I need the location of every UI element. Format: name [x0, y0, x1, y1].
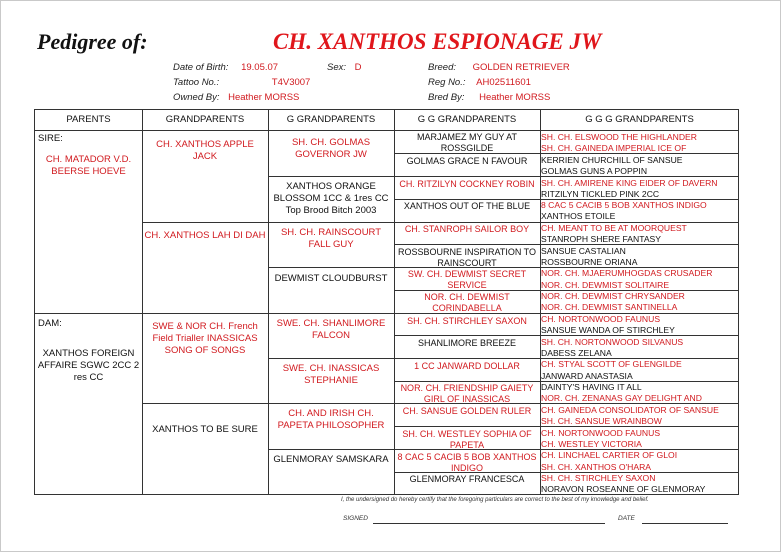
- gg-grandparent: CH. STANROPH SAILOR BOY: [404, 224, 530, 234]
- g-grandparent: SWE. CH. INASSICAS STEPHANIE: [282, 363, 380, 386]
- ggg-grandparent: SH. CH. AMIRENE KING EIDER OF DAVERN: [541, 178, 718, 188]
- ggg-grandparent: NOR. CH. ZENANAS GAY DELIGHT AND: [541, 393, 702, 403]
- gg-grandparent: SHANLIMORE BREEZE: [417, 338, 517, 348]
- ggg-grandparent: CH. NORTONWOOD FAUNUS: [541, 428, 661, 438]
- ggg-grandparent: 8 CAC 5 CACIB 5 BOB XANTHOS INDIGO: [541, 200, 707, 210]
- dob-label: Date of Birth:: [173, 62, 229, 73]
- reg-label: Reg No.:: [428, 77, 466, 88]
- tattoo-value: T4V3007: [271, 77, 311, 88]
- breed-label: Breed:: [428, 62, 456, 73]
- ggg-grandparent: SH. CH. STIRCHLEY SAXON: [541, 473, 656, 483]
- header-divider: [35, 130, 738, 131]
- dog-name: CH. XANTHOS ESPIONAGE JW: [273, 29, 602, 54]
- g-grandparent: CH. AND IRISH CH. PAPETA PHILOSOPHER: [277, 408, 385, 431]
- signature-line[interactable]: [373, 523, 605, 524]
- gg-grandparent: GOLMAS GRACE N FAVOUR: [406, 156, 528, 166]
- gg-grandparent: MARJAMEZ MY GUY AT ROSSGILDE: [416, 132, 517, 153]
- gg-grandparent: 8 CAC 5 CACIB 5 BOB XANTHOS INDIGO: [397, 452, 537, 472]
- signed-label: SIGNED: [343, 515, 368, 522]
- sire-name: CH. MATADOR V.D. BEERSE HOEVE: [45, 154, 132, 177]
- gg-grandparent: GLENMORAY FRANCESCA: [409, 474, 525, 484]
- ggg-grandparent: NOR. CH. DEWMIST SOLITAIRE: [541, 280, 670, 290]
- col-divider: [142, 110, 143, 494]
- ggg-grandparent: NOR. CH. DEWMIST SANTINELLA: [541, 302, 678, 312]
- dob-value: 19.05.07: [241, 62, 279, 73]
- ggg-grandparent: SH. CH. NORTONWOOD SILVANUS: [541, 337, 684, 347]
- ggg-grandparent: DAINTY'S HAVING IT ALL: [541, 382, 642, 392]
- ggg-grandparent: NOR. CH. DEWMIST CHRYSANDER: [541, 291, 685, 301]
- ggg-grandparent: DABESS ZELANA: [541, 348, 612, 358]
- ggg-grandparent: ROSSBOURNE ORIANA: [541, 257, 638, 267]
- ggg-grandparent: GOLMAS GUNS A POPPIN: [541, 166, 648, 176]
- date-line[interactable]: [642, 523, 728, 524]
- ggg-grandparent: JANWARD ANASTASIA: [541, 371, 633, 381]
- breed-row: [428, 62, 570, 73]
- ggg-grandparent: SH. CH. SANSUE WRAINBOW: [541, 416, 662, 426]
- col-divider: [268, 110, 269, 494]
- gg-grandparent: ROSSBOURNE INSPIRATION TO RAINSCOURT: [397, 247, 537, 268]
- ggg-grandparent: SH. CH. GAINEDA IMPERIAL ICE OF: [541, 143, 687, 153]
- ggg-grandparent: CH. GAINEDA CONSOLIDATOR OF SANSUE: [541, 405, 719, 415]
- ggg-grandparent: XANTHOS ETOILE: [541, 211, 616, 221]
- col-divider: [394, 110, 395, 494]
- g-grandparent: SWE. CH. SHANLIMORE FALCON: [276, 318, 386, 341]
- ggg-grandparent: NORAVON ROSEANNE OF GLENMORAY: [541, 484, 706, 494]
- sex-value: D: [354, 62, 362, 73]
- g-grandparent: GLENMORAY SAMSKARA: [273, 454, 389, 465]
- ggg-grandparent: KERRIEN CHURCHILL OF SANSUE: [541, 155, 683, 165]
- gg-grandparent: CH. SANSUE GOLDEN RULER: [402, 406, 532, 416]
- reg-row: [428, 77, 531, 88]
- gg-grandparent: SH. CH. STIRCHLEY SAXON: [407, 316, 527, 326]
- gg-grandparent: NOR. CH. FRIENDSHIP GAIETY GIRL OF INASSICAS: [400, 383, 534, 404]
- bred-row: [428, 92, 550, 103]
- col-header-gg-grandparents: G G GRANDPARENTS: [417, 114, 517, 125]
- certification-text: I, the undersigned do hereby certify that the foregoing particulars are correct to the best of my knowledge and belief.: [341, 497, 649, 503]
- col-header-ggg-grandparents: G G G GRANDPARENTS: [585, 114, 694, 125]
- gg-grandparent: 1 CC JANWARD DOLLAR: [414, 361, 520, 371]
- tattoo-row: [173, 77, 310, 88]
- ggg-grandparent: CH. MEANT TO BE AT MOORQUEST: [541, 223, 687, 233]
- dob-row: [173, 62, 278, 73]
- bred-value: Heather MORSS: [479, 92, 551, 103]
- pedigree-label: Pedigree of:: [37, 29, 148, 54]
- owned-label: Owned By:: [173, 92, 220, 103]
- g-grandparent: DEWMIST CLOUDBURST: [274, 273, 388, 284]
- bred-label: Bred By:: [428, 92, 465, 103]
- ggg-grandparent: SANSUE CASTALIAN: [541, 246, 626, 256]
- gg-grandparent: NOR. CH. DEWMIST CORINDABELLA: [424, 292, 510, 313]
- ggg-grandparent: CH. NORTONWOOD FAUNUS: [541, 314, 661, 324]
- gg-grandparent: XANTHOS OUT OF THE BLUE: [403, 201, 531, 211]
- col-header-parents: PARENTS: [66, 114, 111, 125]
- gg-grandparent: CH. RITZILYN COCKNEY ROBIN: [399, 179, 535, 189]
- col-header-grandparents: GRANDPARENTS: [165, 114, 245, 125]
- breed-value: GOLDEN RETRIEVER: [472, 62, 570, 73]
- reg-value: AH02511601: [476, 77, 531, 88]
- tattoo-label: Tattoo No.:: [173, 77, 220, 88]
- ggg-grandparent: CH. LINCHAEL CARTIER OF GLOI: [541, 450, 678, 460]
- grandparent: CH. XANTHOS APPLE JACK: [156, 139, 254, 162]
- ggg-grandparent: STANROPH SHERE FANTASY: [541, 234, 662, 244]
- ggg-grandparent: CH. WESTLEY VICTORIA: [541, 439, 642, 449]
- ggg-grandparent: SH. CH. XANTHOS O'HARA: [541, 462, 652, 472]
- sire-label: SIRE:: [38, 133, 63, 144]
- grandparent: XANTHOS TO BE SURE: [152, 424, 258, 435]
- grandparent: CH. XANTHOS LAH DI DAH: [144, 230, 266, 241]
- ggg-grandparent: CH. STYAL SCOTT OF GLENGILDE: [541, 359, 682, 369]
- pedigree-table: [34, 109, 739, 495]
- ggg-grandparent: SANSUE WANDA OF STIRCHLEY: [541, 325, 675, 335]
- g-grandparent: SH. CH. RAINSCOURT FALL GUY: [280, 227, 382, 250]
- gg-grandparent: SW. CH. DEWMIST SECRET SERVICE: [407, 269, 527, 290]
- ggg-grandparent: SH. CH. ELSWOOD THE HIGHLANDER: [541, 132, 697, 142]
- ggg-grandparent: RITZILYN TICKLED PINK 2CC: [541, 189, 660, 199]
- sex-row: [327, 62, 362, 73]
- date-label: DATE: [618, 515, 635, 522]
- dam-label: DAM:: [38, 318, 62, 329]
- g-grandparent: SH. CH. GOLMAS GOVERNOR JW: [291, 137, 371, 160]
- gg-grandparent: SH. CH. WESTLEY SOPHIA OF PAPETA: [402, 429, 532, 450]
- g-grandparent: XANTHOS ORANGE BLOSSOM 1CC & 1res CC Top Brood Bitch 2003: [273, 181, 389, 216]
- dam-name: XANTHOS FOREIGN AFFAIRE SGWC 2CC 2 res CC: [37, 348, 140, 383]
- grandparent: SWE & NOR CH. French Field Trialler INASSICAS SONG OF SONGS: [152, 321, 258, 356]
- ggg-grandparent: NOR. CH. MJAERUMHOGDAS CRUSADER: [541, 268, 713, 278]
- owned-row: [173, 92, 299, 103]
- sex-label: Sex:: [327, 62, 347, 73]
- col-header-g-grandparents: G GRANDPARENTS: [286, 114, 376, 125]
- owned-value: Heather MORSS: [228, 92, 300, 103]
